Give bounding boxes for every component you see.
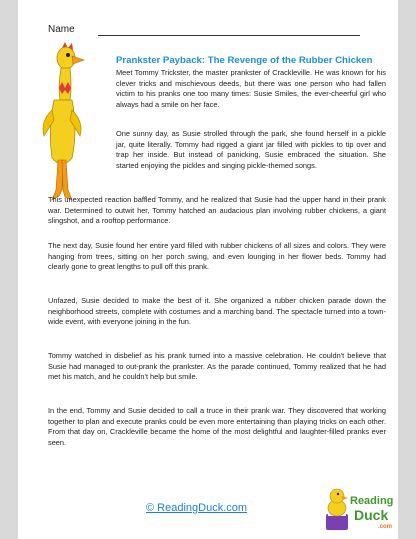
paragraph-3: This unexpected reaction baffled Tommy, and he realized that Susie had the upper hand in their prank war. Determined to outwit her, Tommy hatched an audacious plan involving rubber chickens, a giant slingshot, and a rooftop performance.: [48, 195, 386, 226]
paragraph-6: Tommy watched in disbelief as his prank turned into a massive celebration. He couldn't believe that Susie had managed to out-prank the prankster. As the parade continued, Tommy realized that he had met his match, and he couldn't help but smile.: [48, 351, 386, 382]
paragraph-7: In the end, Tommy and Susie decided to call a truce in their prank war. They discovered that working together to plan and execute pranks could be even more entertaining than playing tricks on each other. From that day on, Crackleville became the home of the most delightful and laughter-filled pranks ever seen.: [48, 406, 386, 448]
logo-text-bottom: Duck: [354, 507, 389, 523]
worksheet-title: Prankster Payback: The Revenge of the Rubber Chicken: [116, 55, 373, 66]
reading-duck-logo: [324, 484, 396, 534]
worksheet-page: [18, 0, 398, 539]
name-label: Name: [48, 24, 75, 35]
paragraph-4: The next day, Susie found her entire yard filled with rubber chickens of all sizes and colors. They were hanging from trees, sitting on her porch swing, and even lounging in her flower beds. Tommy had clearly gone to great lengths to pull off this prank.: [48, 241, 386, 272]
rubber-chicken-icon: [32, 40, 90, 210]
paragraph-5: Unfazed, Susie decided to make the best of it. She organized a rubber chicken parade down the neighborhood streets, complete with costumes and a marching band. The spectacle turned into a town-wide event, with everyone joining in the fun.: [48, 296, 386, 327]
name-line: [98, 35, 360, 36]
readingduck-link[interactable]: © ReadingDuck.com: [146, 502, 248, 514]
paragraph-1: Meet Tommy Trickster, the master prankster of Crackleville. He was known for his clever tricks and mischievous deeds, but there was one person who had fallen victim to his pranks one too many times: Susie Smiles, the ever-cheerful girl who always had a smile on her face.: [116, 68, 386, 110]
paragraph-2: One sunny day, as Susie strolled through the park, she found herself in a pickle jar, quite literally. Tommy had rigged a giant jar filled with pickles to tip over and trap her inside. But instead of panicking, Susie embraced the situation. She started enjoying the pickles and singing pickle-themed songs.: [116, 129, 386, 171]
logo-text-suffix: .com: [378, 524, 393, 530]
logo-text-top: Reading: [350, 495, 394, 507]
